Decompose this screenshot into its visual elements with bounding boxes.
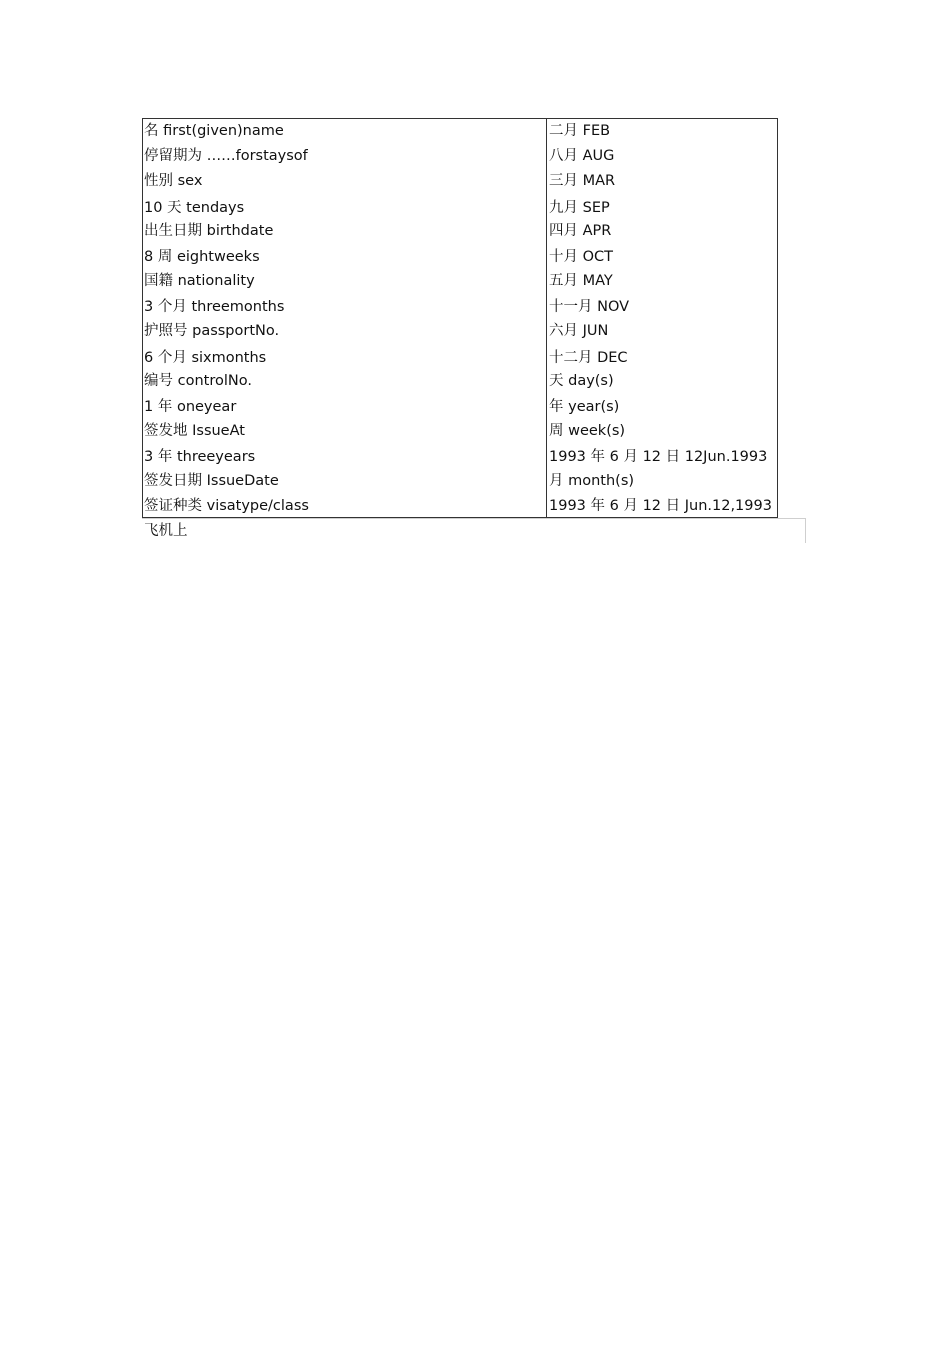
left-cell: 6 个月 sixmonths xyxy=(144,350,267,366)
right-cell: 八月 AUG xyxy=(549,148,615,164)
left-cell: 3 年 threeyears xyxy=(144,449,256,465)
left-cell: 出生日期 birthdate xyxy=(144,223,274,239)
left-cell: 编号 controlNo. xyxy=(144,373,252,389)
column-divider xyxy=(546,119,547,517)
left-cell: 名 first(given)name xyxy=(144,123,284,139)
vocabulary-table xyxy=(142,118,778,518)
right-cell: 三月 MAR xyxy=(549,173,616,189)
right-cell: 十一月 NOV xyxy=(549,299,630,315)
left-cell: 1 年 oneyear xyxy=(144,399,237,415)
left-cell: 签发日期 IssueDate xyxy=(144,473,279,489)
right-cell: 1993 年 6 月 12 日 12Jun.1993 xyxy=(549,449,768,465)
right-cell: 四月 APR xyxy=(549,223,612,239)
left-cell: 性别 sex xyxy=(144,173,203,189)
right-cell: 1993 年 6 月 12 日 Jun.12,1993 xyxy=(549,498,772,514)
right-cell: 月 month(s) xyxy=(549,473,635,489)
right-cell: 十月 OCT xyxy=(549,249,614,265)
section-heading: 飞机上 xyxy=(144,523,188,539)
right-cell: 九月 SEP xyxy=(549,200,610,216)
right-cell: 二月 FEB xyxy=(549,123,611,139)
right-column xyxy=(548,119,777,517)
right-cell: 五月 MAY xyxy=(549,273,613,289)
left-cell: 3 个月 threemonths xyxy=(144,299,285,315)
right-cell: 年 year(s) xyxy=(549,399,620,415)
right-cell: 天 day(s) xyxy=(549,373,614,389)
left-cell: 8 周 eightweeks xyxy=(144,249,260,265)
left-cell: 签发地 IssueAt xyxy=(144,423,245,439)
left-cell: 护照号 passportNo. xyxy=(144,323,280,339)
right-cell: 周 week(s) xyxy=(549,423,626,439)
right-cell: 十二月 DEC xyxy=(549,350,628,366)
section-heading-box xyxy=(142,518,806,543)
left-cell: 停留期为 ……forstaysof xyxy=(144,148,308,164)
left-cell: 10 天 tendays xyxy=(144,200,245,216)
left-cell: 签证种类 visatype/class xyxy=(144,498,309,514)
left-cell: 国籍 nationality xyxy=(144,273,255,289)
left-column xyxy=(143,119,546,517)
right-cell: 六月 JUN xyxy=(549,323,609,339)
